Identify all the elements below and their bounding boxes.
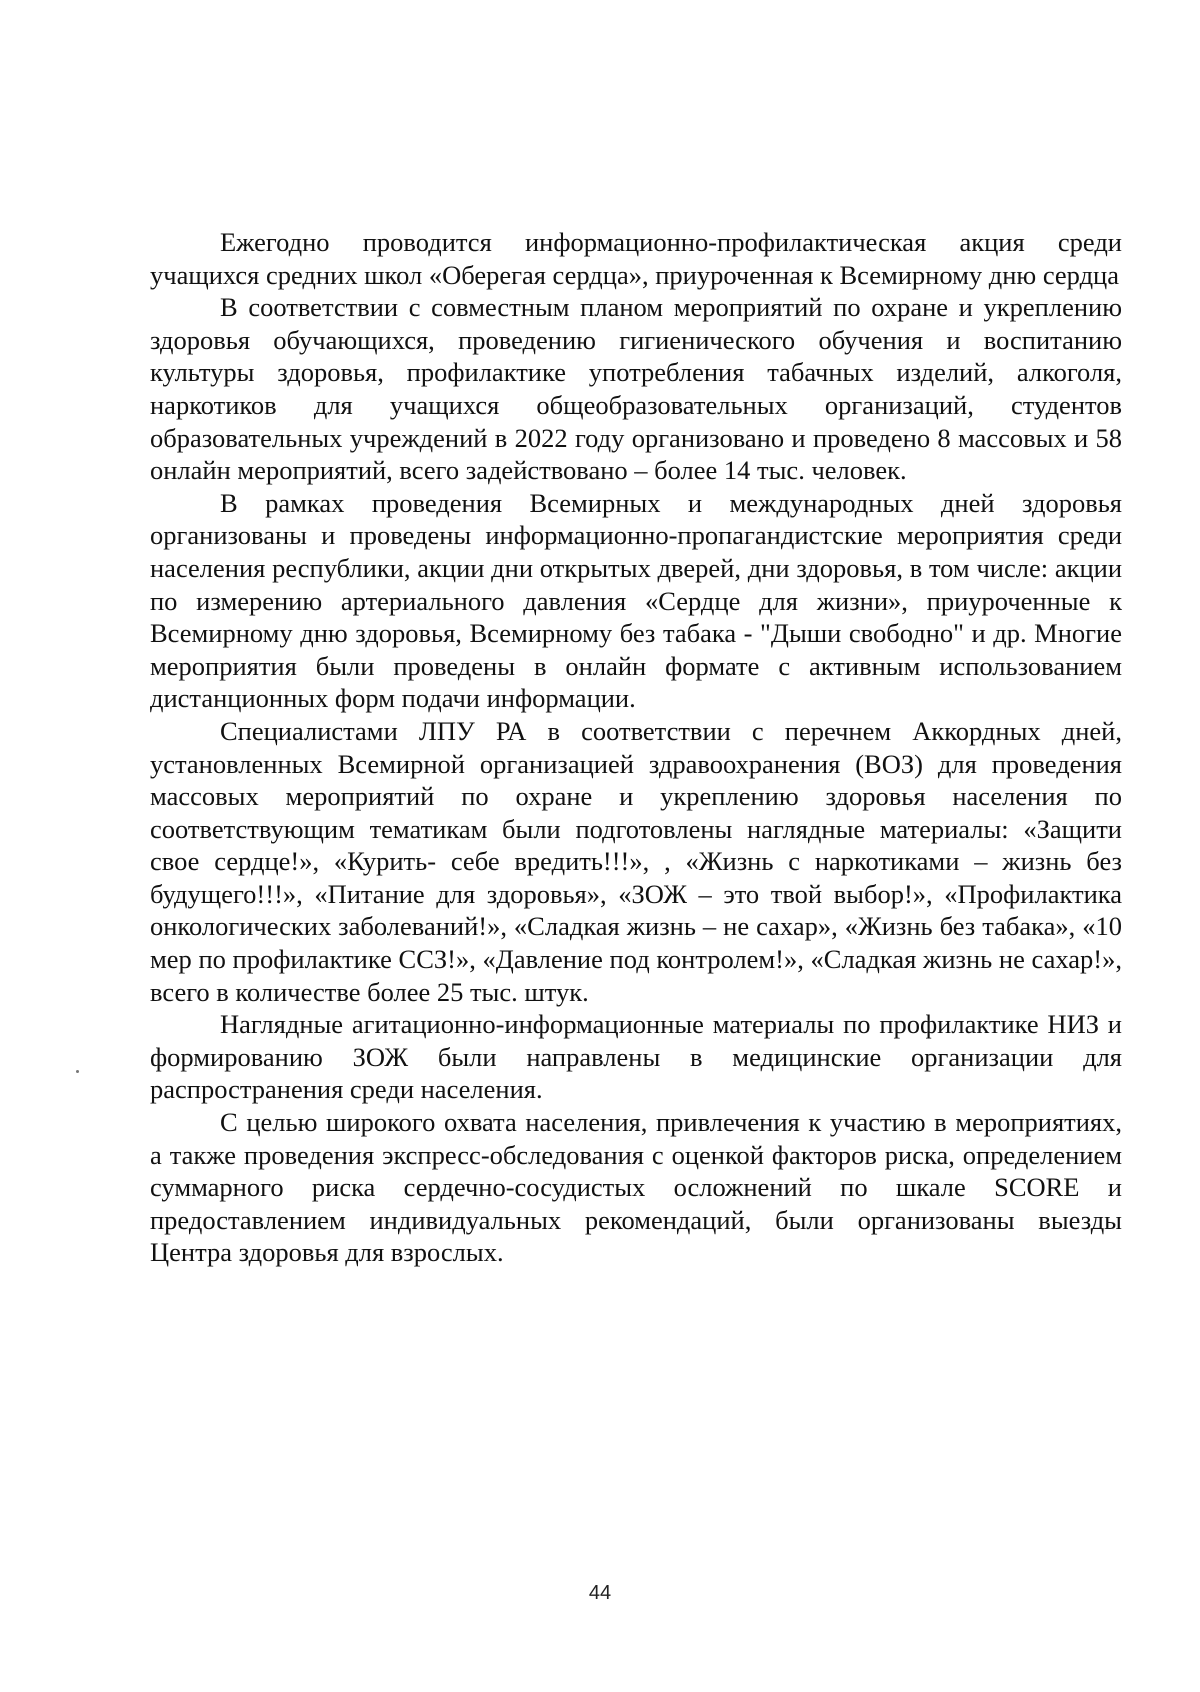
document-body (150, 226, 1122, 1269)
paragraph-heart-campaign: Ежегодно проводится информационно-профилактическая акция среди учащихся средних школ «Оберегая сердца», приуроченная к Всемирному дню сердца (150, 227, 1122, 290)
scan-speck (76, 1070, 79, 1073)
paragraph-joint-plan: В соответствии с совместным планом мероприятий по охране и укреплению здоровья обучающихся, проведению гигиенического обучения и воспитанию культуры здоровья, профилактике употребления табачных изделий, алкоголя, наркотиков для учащихся общеобразовательных организаций, студентов образовательных учреждений в 2022 году организовано и проведено 8 массовых и 58 онлайн мероприятий, всего задействовано – более 14 тыс. человек. (150, 292, 1122, 486)
paragraph-health-days: В рамках проведения Всемирных и международных дней здоровья организованы и проведены информационно-пропагандистские мероприятия среди населения республики, акции дни открытых дверей, дни здоровья, в том числе: акции по измерению артериального давления «Сердце для жизни», приуроченные к Всемирному дню здоровья, Всемирному без табака - "Дыши свободно" и др. Многие мероприятия были проведены в онлайн формате с активным использованием дистанционных форм подачи информации. (150, 487, 1122, 714)
paragraph-health-center-visits: С целью широкого охвата населения, привлечения к участию в мероприятиях, а также проведения экспресс-обследования с оценкой факторов риска, определением суммарного риска сердечно-сосудистых осложнений по шкале SCORE и предоставлением индивидуальных рекомендаций, были организованы выезды Центра здоровья для взрослых. (150, 1107, 1122, 1268)
paragraph-who-materials: Специалистами ЛПУ РА в соответствии с перечнем Аккордных дней, установленных Всемирной организацией здравоохранения (ВОЗ) для проведения массовых мероприятий по охране и укреплению здоровья населения по соответствующим тематикам были подготовлены наглядные материалы: «Защити свое сердце!», «Курить- себе вредить!!!», , «Жизнь с наркотиками – жизнь без будущего!!!», «Питание для здоровья», «ЗОЖ – это твой выбор!», «Профилактика онкологических заболеваний!», «Сладкая жизнь – не сахар», «Жизнь без табака», «10 мер по профилактике ССЗ!», «Давление под контролем!», «Сладкая жизнь не сахар!», всего в количестве более 25 тыс. штук. (150, 715, 1122, 1007)
page-number: 44 (588, 1582, 612, 1604)
paragraph-visual-materials: Наглядные агитационно-информационные материалы по профилактике НИЗ и формированию ЗОЖ были направлены в медицинские организации для распространения среди населения. (150, 1009, 1122, 1105)
